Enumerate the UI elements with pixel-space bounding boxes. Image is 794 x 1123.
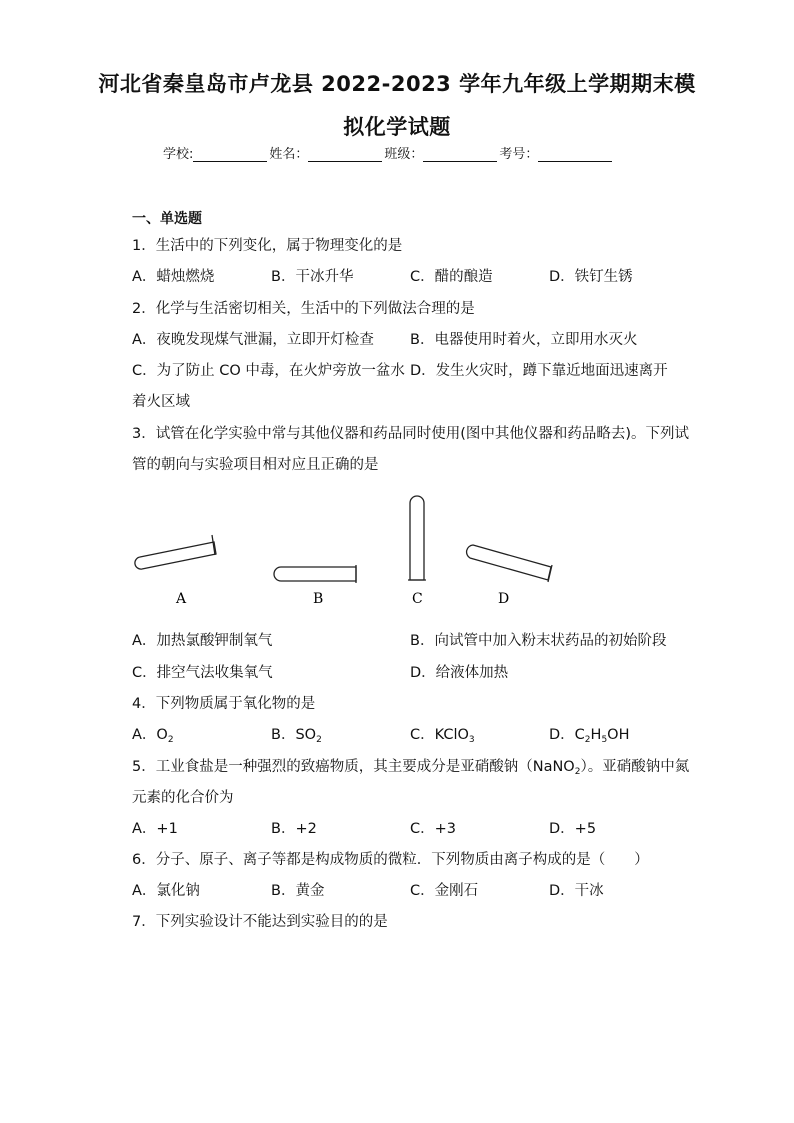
q6-option-d[interactable]: D．干冰: [549, 883, 604, 899]
figure-label-b: B: [313, 591, 324, 607]
q4-option-b-text: B．SO: [271, 727, 317, 743]
school-label: 学校:: [163, 147, 194, 162]
q4-option-a-text: A．O: [132, 727, 168, 743]
q5-stem-sub: 2: [574, 767, 581, 777]
q7-stem: 7．下列实验设计不能达到实验目的的是: [132, 914, 388, 930]
class-label: 班级：: [384, 147, 424, 162]
section-title: 一、单选题: [132, 211, 202, 227]
page-title-line1: 河北省秦皇岛市卢龙县 2022-2023 学年九年级上学期期末模: [98, 72, 696, 96]
q4-option-c[interactable]: [410, 723, 475, 744]
page-title-line2: 拟化学试题: [343, 115, 451, 139]
q4-option-c-sub: 3: [468, 735, 475, 745]
q4-option-d-text: D．C: [549, 727, 585, 743]
q3-option-b[interactable]: B．向试管中加入粉末状药品的初始阶段: [410, 633, 667, 649]
q2-option-c[interactable]: C．为了防止 CO 中毒，在火炉旁放一盆水: [132, 363, 405, 379]
exam-number-field[interactable]: [538, 147, 612, 162]
name-label: 姓名：: [269, 147, 309, 162]
q2-option-d-continued: 着火区域: [132, 394, 190, 410]
figure-label-c: C: [412, 591, 423, 607]
q2-option-b[interactable]: B．电器使用时着火，立即用水灭火: [410, 332, 638, 348]
q3-option-d[interactable]: D．给液体加热: [410, 665, 509, 681]
figure-label-d: D: [498, 591, 510, 607]
q6-option-a[interactable]: A．氯化钠: [132, 883, 200, 899]
q4-option-d-mid: H: [590, 727, 602, 743]
test-tube-c-icon: [410, 496, 424, 580]
q4-option-b-sub: 2: [316, 735, 322, 745]
q4-option-a-sub: 2: [167, 735, 174, 745]
q5-stem-suffix: ）。亚硝酸钠中氮: [580, 759, 690, 775]
q1-option-b[interactable]: B．干冰升华: [271, 269, 354, 285]
class-field[interactable]: [423, 147, 497, 162]
q4-option-d-sub2: 5: [601, 735, 608, 745]
q6-stem: 6．分子、原子、离子等都是构成物质的微粒．下列物质由离子构成的是（ ）: [132, 852, 649, 868]
q5-option-c[interactable]: C．+3: [410, 821, 456, 837]
q3-stem-line1: 3．试管在化学实验中常与其他仪器和药品同时使用(图中其他仪器和药品略去)。下列试: [132, 426, 690, 442]
q1-option-a[interactable]: A．蜡烛燃烧: [132, 269, 215, 285]
figure-label-a: A: [176, 591, 187, 607]
student-info-row: [163, 143, 614, 162]
q4-option-d[interactable]: [549, 723, 630, 744]
q4-option-d-sub1: 2: [584, 735, 591, 745]
test-tube-a-icon: [135, 542, 216, 569]
q1-stem: 1．生活中的下列变化，属于物理变化的是: [132, 238, 403, 254]
q2-stem: 2．化学与生活密切相关，生活中的下列做法合理的是: [132, 301, 475, 317]
q6-option-b[interactable]: B．黄金: [271, 883, 325, 899]
q5-option-a[interactable]: A．+1: [132, 821, 178, 837]
q5-option-d[interactable]: D．+5: [549, 821, 597, 837]
q6-option-c[interactable]: C．金刚石: [410, 883, 479, 899]
q3-option-c[interactable]: C．排空气法收集氧气: [132, 665, 273, 681]
q5-stem-prefix: 5．工业食盐是一种强烈的致癌物质，其主要成分是亚硝酸钠（NaNO: [132, 759, 575, 775]
q2-option-d[interactable]: D．发生火灾时，蹲下靠近地面迅速离开: [410, 363, 668, 379]
q4-stem: 4．下列物质属于氧化物的是: [132, 696, 316, 712]
q5-stem-line2: 元素的化合价为: [132, 790, 234, 806]
test-tube-d-icon: [467, 545, 551, 580]
q4-option-d-suffix: OH: [607, 727, 630, 743]
q1-option-d[interactable]: D．铁钉生锈: [549, 269, 633, 285]
test-tube-figure: [120, 485, 580, 615]
q4-option-a[interactable]: [132, 723, 174, 744]
test-tube-b-icon: [274, 567, 356, 581]
q5-stem-line1: [132, 755, 689, 776]
exam-number-label: 考号：: [499, 147, 539, 162]
q5-option-b[interactable]: B．+2: [271, 821, 317, 837]
q4-option-b[interactable]: [271, 723, 322, 744]
school-field[interactable]: [193, 147, 267, 162]
q4-option-c-text: C．KClO: [410, 727, 469, 743]
name-field[interactable]: [308, 147, 382, 162]
q1-option-c[interactable]: C．醋的酿造: [410, 269, 493, 285]
q2-option-a[interactable]: A．夜晚发现煤气泄漏，立即开灯检查: [132, 332, 374, 348]
q3-option-a[interactable]: A．加热氯酸钾制氧气: [132, 633, 273, 649]
q3-stem-line2: 管的朝向与实验项目相对应且正确的是: [132, 457, 379, 473]
